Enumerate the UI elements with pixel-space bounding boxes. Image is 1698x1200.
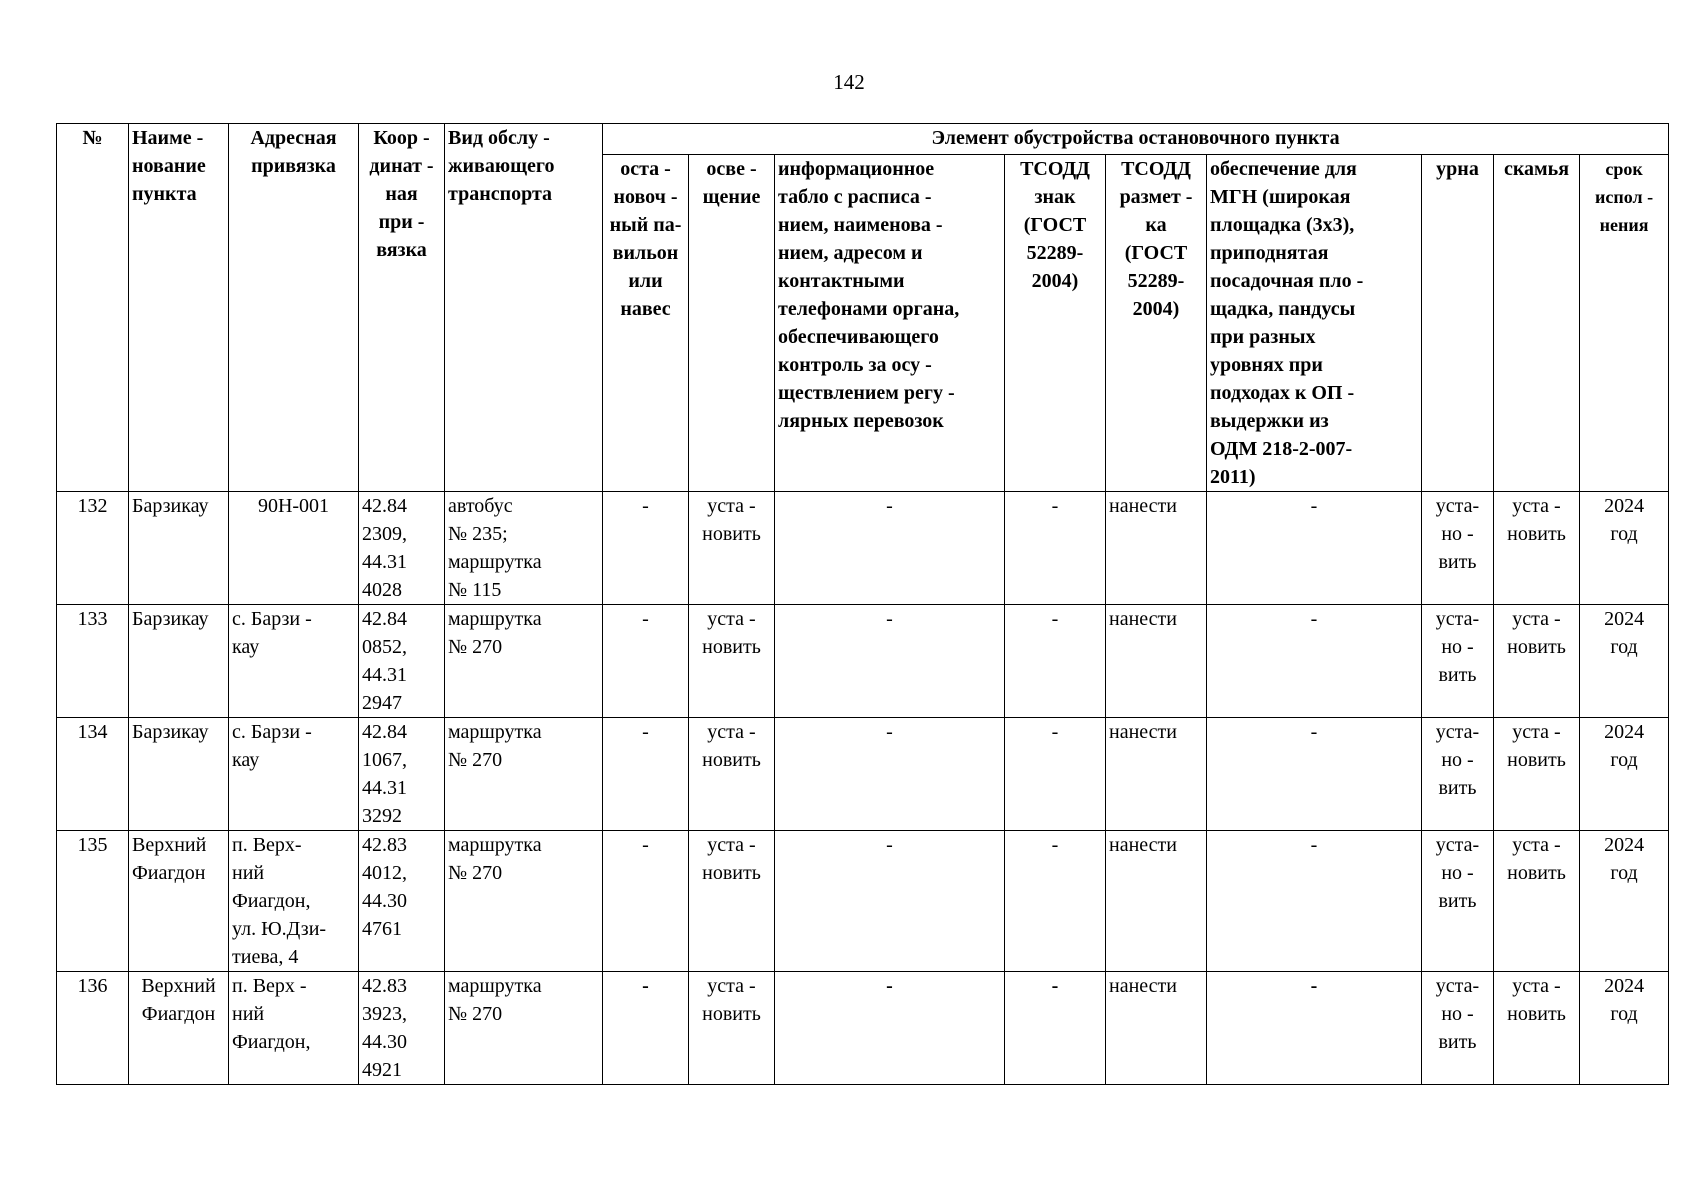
cell-mgn-accessibility: - [1207,605,1422,718]
cell-coordinates: 42.84 0852, 44.31 2947 [359,605,445,718]
cell-transport: маршрутка № 270 [445,972,603,1085]
cell-number: 134 [57,718,129,831]
cell-info-board: - [775,718,1005,831]
cell-road-marking: нанести [1106,718,1207,831]
cell-road-marking: нанести [1106,972,1207,1085]
cell-address: п. Верх - ний Фиагдон, [229,972,359,1085]
header-lighting: осве - щение [689,155,775,492]
cell-address: с. Барзи - кау [229,718,359,831]
cell-mgn-accessibility: - [1207,831,1422,972]
header-pavilion: оста - новоч - ный па- вильон или навес [603,155,689,492]
cell-mgn-accessibility: - [1207,972,1422,1085]
cell-info-board: - [775,831,1005,972]
cell-pavilion: - [603,831,689,972]
cell-info-board: - [775,972,1005,1085]
cell-bench: уста - новить [1494,972,1580,1085]
cell-urn: уста- но - вить [1422,972,1494,1085]
cell-lighting: уста - новить [689,972,775,1085]
cell-bench: уста - новить [1494,831,1580,972]
cell-stop-name: Верхний Фиагдон [129,972,229,1085]
cell-road-marking: нанести [1106,831,1207,972]
cell-number: 133 [57,605,129,718]
cell-traffic-sign: - [1005,972,1106,1085]
cell-urn: уста- но - вить [1422,605,1494,718]
table-row [57,831,1669,972]
header-transport: Вид обслу - живающего транспорта [445,124,603,492]
cell-stop-name: Барзикау [129,492,229,605]
cell-urn: уста- но - вить [1422,718,1494,831]
cell-mgn-accessibility: - [1207,492,1422,605]
page-number: 142 [833,70,865,94]
cell-pavilion: - [603,605,689,718]
cell-pavilion: - [603,972,689,1085]
cell-lighting: уста - новить [689,492,775,605]
cell-transport: маршрутка № 270 [445,718,603,831]
table-row [57,718,1669,831]
cell-coordinates: 42.83 4012, 44.30 4761 [359,831,445,972]
cell-traffic-sign: - [1005,718,1106,831]
cell-deadline: 2024 год [1580,605,1669,718]
cell-stop-name: Верхний Фиагдон [129,831,229,972]
cell-address: с. Барзи - кау [229,605,359,718]
cell-bench: уста - новить [1494,718,1580,831]
cell-coordinates: 42.84 2309, 44.31 4028 [359,492,445,605]
cell-number: 135 [57,831,129,972]
cell-pavilion: - [603,492,689,605]
cell-deadline: 2024 год [1580,718,1669,831]
cell-lighting: уста - новить [689,605,775,718]
cell-road-marking: нанести [1106,605,1207,718]
header-bench: скамья [1494,155,1580,492]
cell-pavilion: - [603,718,689,831]
cell-lighting: уста - новить [689,831,775,972]
table-row [57,605,1669,718]
cell-number: 136 [57,972,129,1085]
header-stop-name: Наиме - нование пункта [129,124,229,492]
cell-stop-name: Барзикау [129,605,229,718]
cell-number: 132 [57,492,129,605]
header-address: Адресная привязка [229,124,359,492]
cell-mgn-accessibility: - [1207,718,1422,831]
cell-traffic-sign: - [1005,605,1106,718]
cell-urn: уста- но - вить [1422,831,1494,972]
header-coordinates: Коор - динат - ная при - вязка [359,124,445,492]
cell-bench: уста - новить [1494,605,1580,718]
header-number: № [57,124,129,492]
cell-coordinates: 42.83 3923, 44.30 4921 [359,972,445,1085]
cell-coordinates: 42.84 1067, 44.31 3292 [359,718,445,831]
bus-stop-table [56,123,1669,1085]
header-traffic-sign: ТСОДД знак (ГОСТ 52289- 2004) [1005,155,1106,492]
cell-traffic-sign: - [1005,831,1106,972]
cell-info-board: - [775,492,1005,605]
header-mgn-accessibility: обеспечение для МГН (широкая площадка (3х3), приподнятая посадочная пло - щадка, пандусы при разных уровнях при подходах к ОП - выдержки из ОДМ 218-2-007- 2011) [1207,155,1422,492]
table-row [57,492,1669,605]
header-info-board: информационное табло с расписа - нием, наименова - нием, адресом и контактными телефонами органа, обеспечивающего контроль за осу - ществлением регу - лярных перевозок [775,155,1005,492]
cell-lighting: уста - новить [689,718,775,831]
cell-traffic-sign: - [1005,492,1106,605]
cell-transport: маршрутка № 270 [445,605,603,718]
cell-address: 90Н-001 [229,492,359,605]
header-deadline: срок испол - нения [1580,155,1669,492]
cell-deadline: 2024 год [1580,831,1669,972]
header-urn: урна [1422,155,1494,492]
table-row [57,972,1669,1085]
header-road-marking: ТСОДД размет - ка (ГОСТ 52289- 2004) [1106,155,1207,492]
cell-urn: уста- но - вить [1422,492,1494,605]
cell-road-marking: нанести [1106,492,1207,605]
cell-address: п. Верх- ний Фиагдон, ул. Ю.Дзи- тиева, 4 [229,831,359,972]
cell-transport: маршрутка № 270 [445,831,603,972]
cell-deadline: 2024 год [1580,492,1669,605]
cell-info-board: - [775,605,1005,718]
cell-deadline: 2024 год [1580,972,1669,1085]
header-stop-elements-group: Элемент обустройства остановочного пункта [603,124,1669,155]
cell-stop-name: Барзикау [129,718,229,831]
cell-transport: автобус № 235; маршрутка № 115 [445,492,603,605]
cell-bench: уста - новить [1494,492,1580,605]
